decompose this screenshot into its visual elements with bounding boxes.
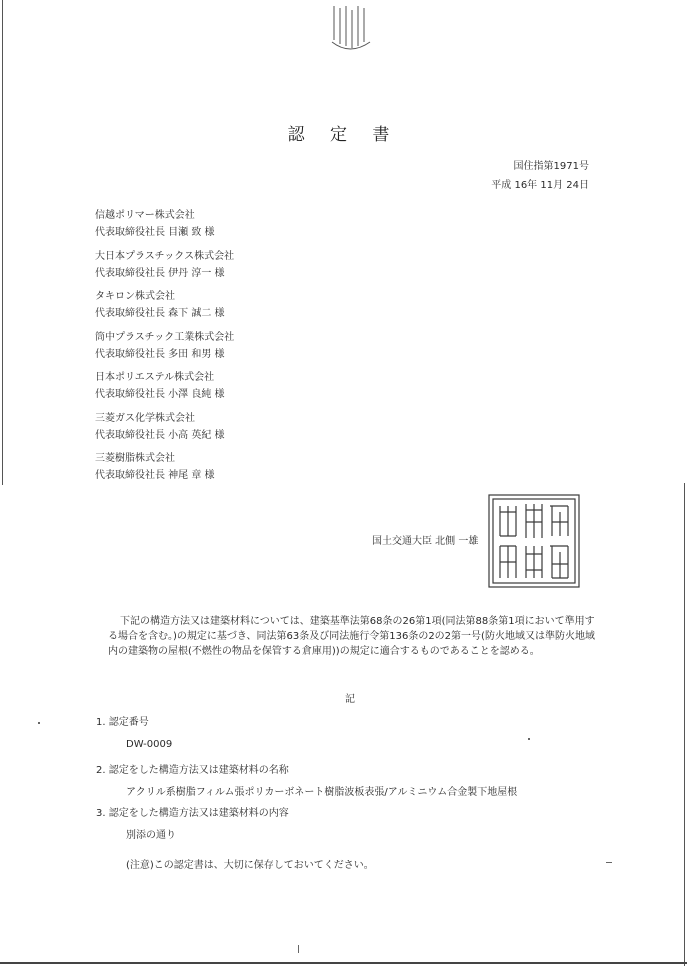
recipient <box>95 288 395 329</box>
item-certification-number <box>96 716 616 764</box>
item-label: 3. 認定をした構造方法又は建築材料の内容 <box>96 808 289 819</box>
item-value: アクリル系樹脂フィルム張ポリカーボネート樹脂波板表張/アルミニウム合金製下地屋根 <box>126 787 518 798</box>
item-label: 2. 認定をした構造方法又は建築材料の名称 <box>96 765 289 776</box>
document-title: 認 定 書 <box>287 125 400 145</box>
section-heading: 記 <box>345 694 355 705</box>
scan-edge-left <box>2 0 3 485</box>
recipient-company: 三菱ガス化学株式会社 <box>95 412 195 424</box>
scan-speck <box>528 738 530 740</box>
recipient-representative: 代表取締役社長 伊丹 淳一 様 <box>95 267 225 279</box>
recipient <box>95 369 395 410</box>
recipient-company: 三菱樹脂株式会社 <box>95 453 175 464</box>
recipient-representative: 代表取締役社長 小澤 良純 様 <box>95 389 225 400</box>
recipient <box>95 248 395 289</box>
recipient-representative: 代表取締役社長 森下 誠二 様 <box>95 308 225 319</box>
storage-notice: (注意)この認定書は、大切に保存しておいてください。 <box>126 860 374 871</box>
binding-mark-icon <box>330 4 372 54</box>
item-value: 別添の通り <box>126 830 176 841</box>
recipient <box>95 410 395 451</box>
recipient-representative: 代表取締役社長 小高 英紀 様 <box>95 429 225 441</box>
issue-date: 平成 16年 11月 24日 <box>491 180 589 191</box>
recipient-company: 筒中プラスチック工業株式会社 <box>95 331 235 343</box>
scan-edge-bottom <box>0 962 687 964</box>
item-label: 1. 認定番号 <box>96 717 149 728</box>
recipient <box>95 329 395 370</box>
item-material-content <box>96 807 616 851</box>
document-number: 国住指第1971号 <box>513 161 589 172</box>
recipient-company: 大日本プラスチックス株式会社 <box>95 250 235 262</box>
recipient-list <box>95 207 395 491</box>
recipient-company: 日本ポリエステル株式会社 <box>95 372 215 383</box>
recipient-representative: 代表取締役社長 多田 和男 様 <box>95 348 225 360</box>
official-seal-icon <box>486 492 582 590</box>
recipient-company: 信越ポリマー株式会社 <box>95 210 195 221</box>
certification-statement: 下記の構造方法又は建築材料については、建築基準法第68条の26第1項(同法第88条第1項において準用する場合を含む。)の規定に基づき、同法第63条及び同法施行令第136条の2の2第一号(防火地域又は準防火地域内の建築物の屋根(不燃性の物品を保管する倉庫用))の規定に適合するものであることを認める。 <box>108 616 595 657</box>
recipient-company: タキロン株式会社 <box>95 291 175 302</box>
scan-speck <box>298 945 299 953</box>
scan-speck <box>38 722 40 724</box>
scan-speck <box>606 862 612 863</box>
certification-items <box>96 716 616 851</box>
item-material-name <box>96 764 616 807</box>
issuer-name: 国土交通大臣 北側 一雄 <box>372 536 479 547</box>
recipient-representative: 代表取締役社長 目瀬 致 様 <box>95 227 215 238</box>
recipient-representative: 代表取締役社長 神尾 章 様 <box>95 470 215 481</box>
scan-edge-right <box>684 483 685 966</box>
recipient <box>95 450 395 491</box>
item-value: DW-0009 <box>126 739 173 750</box>
recipient <box>95 207 395 248</box>
